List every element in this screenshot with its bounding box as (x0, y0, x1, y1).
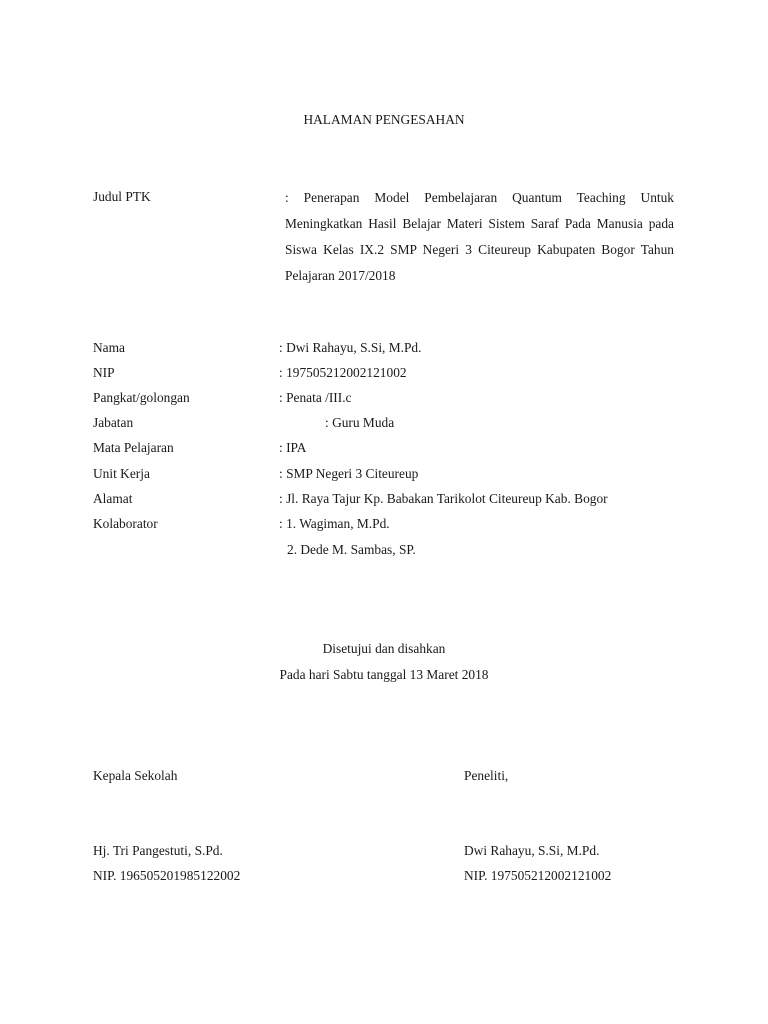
judul-value: : Penerapan Model Pembelajaran Quantum Teaching Untuk Meningkatkan Hasil Belajar Materi Sistem Saraf Pada Manusia pada Siswa Kelas IX.2 SMP Negeri 3 Citeureup Kabupaten Bogor Tahun Pelajaran 2017/2018 (285, 190, 674, 283)
jabatan-label: Jabatan (93, 415, 134, 430)
pangkat-label: Pangkat/golongan (93, 390, 190, 405)
kepala-sekolah-nip: NIP. 196505201985122002 (93, 868, 241, 883)
alamat-label: Alamat (93, 491, 133, 506)
nama-label: Nama (93, 340, 125, 355)
kolaborator-label: Kolaborator (93, 516, 158, 531)
pangkat-value: : Penata /III.c (279, 390, 352, 405)
nip-value: : 197505212002121002 (279, 365, 407, 380)
alamat-value: : Jl. Raya Tajur Kp. Babakan Tarikolot Citeureup Kab. Bogor (279, 491, 608, 506)
peneliti-role: Peneliti, (464, 768, 509, 783)
judul-label: Judul PTK (93, 189, 151, 204)
kepala-sekolah-role: Kepala Sekolah (93, 768, 178, 783)
kolaborator-value-1: : 1. Wagiman, M.Pd. (279, 516, 390, 531)
nip-label: NIP (93, 365, 115, 380)
unit-kerja-value: : SMP Negeri 3 Citeureup (279, 466, 419, 481)
peneliti-name: Dwi Rahayu, S.Si, M.Pd. (464, 843, 600, 858)
approval-line-1: Disetujui dan disahkan (322, 641, 446, 656)
kepala-sekolah-name: Hj. Tri Pangestuti, S.Pd. (93, 843, 223, 858)
page-title: HALAMAN PENGESAHAN (303, 112, 465, 127)
jabatan-value: : Guru Muda (325, 415, 395, 430)
approval-line-2: Pada hari Sabtu tanggal 13 Maret 2018 (279, 667, 489, 682)
mapel-value: : IPA (279, 440, 307, 455)
mapel-label: Mata Pelajaran (93, 440, 174, 455)
unit-kerja-label: Unit Kerja (93, 466, 150, 481)
nama-value: : Dwi Rahayu, S.Si, M.Pd. (279, 340, 422, 355)
kolaborator-value-2: 2. Dede M. Sambas, SP. (287, 542, 416, 557)
peneliti-nip: NIP. 197505212002121002 (464, 868, 612, 883)
